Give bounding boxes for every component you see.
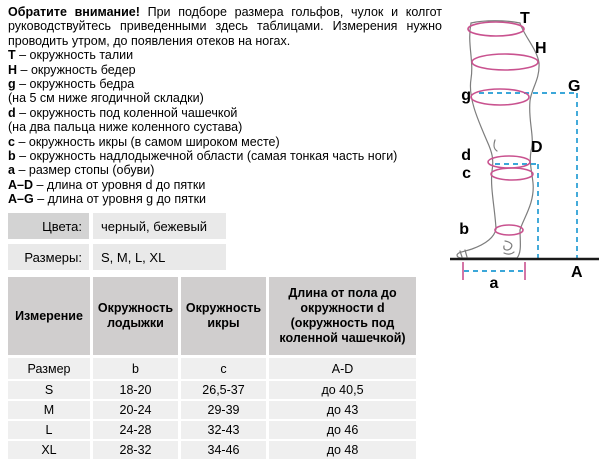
- table-data-cell: 29-39: [181, 401, 266, 419]
- legend-measure-letter: b: [8, 149, 16, 164]
- thigh-g-ellipse: [471, 89, 529, 105]
- legend-line: H – окружность бедер: [8, 62, 136, 77]
- label-d: d: [461, 147, 471, 164]
- table-row: [8, 381, 416, 399]
- table-data-cell: 18-20: [93, 381, 178, 399]
- table-row: [8, 441, 416, 459]
- attributes-table: [8, 213, 226, 270]
- legend-measure-letter: A–D: [8, 177, 34, 192]
- legend-measure-letter: d: [8, 105, 16, 120]
- table-row: [8, 358, 416, 379]
- table-data-cell: XL: [8, 441, 90, 459]
- legend-measure-letter: T: [8, 48, 16, 63]
- intro-paragraph: [8, 5, 442, 48]
- table-header-cell: Длина от пола до окружности d (окружность под коленной чашечкой): [269, 277, 416, 355]
- table-data-cell: до 40,5: [269, 381, 416, 399]
- table-data-cell: до 43: [269, 401, 416, 419]
- table-data-cell: 26,5-37: [181, 381, 266, 399]
- legend-measure-letter: c: [8, 134, 15, 149]
- leg-measurement-diagram: [445, 0, 601, 300]
- table-data-cell: 34-46: [181, 441, 266, 459]
- legend-measure-letter: a: [8, 163, 15, 178]
- text-column: [8, 5, 442, 207]
- legend-line: b – окружность надлодыжечной области (самая тонкая часть ноги): [8, 149, 398, 164]
- table-subheader-cell: c: [181, 358, 266, 379]
- intro-bold-lead: Обратите внимание!: [8, 5, 140, 19]
- label-G: G: [568, 78, 581, 95]
- label-D: D: [531, 139, 543, 156]
- table-subheader-cell: Размер: [8, 358, 90, 379]
- hips-H-ellipse: [472, 54, 538, 70]
- table-data-cell: 32-43: [181, 421, 266, 439]
- size-table: [8, 277, 416, 461]
- attribute-value: S, M, L, XL: [93, 244, 226, 270]
- legend-line: a – размер стопы (обуви): [8, 163, 155, 178]
- label-A: A: [571, 264, 583, 281]
- table-data-cell: 28-32: [93, 441, 178, 459]
- waist-T-ellipse: [468, 22, 524, 36]
- table-data-cell: S: [8, 381, 90, 399]
- legend-line: (на 5 см ниже ягодичной складки): [8, 91, 204, 106]
- legend-measure-letter: A–G: [8, 192, 34, 207]
- legend-line: c – окружность икры (в самом широком месте): [8, 134, 280, 149]
- label-b: b: [459, 221, 469, 238]
- legend-measure-letter: g: [8, 77, 16, 92]
- table-row: [8, 421, 416, 439]
- table-data-cell: до 48: [269, 441, 416, 459]
- attribute-label: Цвета:: [8, 213, 89, 239]
- table-subheader-cell: A-D: [269, 358, 416, 379]
- intro-text: При подборе размера гольфов, чулок и колгот руководствуйтесь приведенными здесь таблицами. Измерения нужно проводить утром, до появления отеков на ногах.: [8, 5, 443, 48]
- table-header-cell: Окружность лодыжки: [93, 277, 178, 355]
- legend-line: T – окружность талии: [8, 48, 134, 63]
- legend-line: g – окружность бедра: [8, 77, 135, 92]
- table-data-cell: M: [8, 401, 90, 419]
- legend-line: A–D – длина от уровня d до пятки: [8, 177, 206, 192]
- label-g: g: [461, 87, 471, 104]
- circumference-ellipses: [463, 22, 538, 280]
- label-a: a: [489, 275, 499, 292]
- knee-d-ellipse: [488, 156, 530, 168]
- attribute-value: черный, бежевый: [93, 213, 226, 239]
- table-data-cell: 24-28: [93, 421, 178, 439]
- attribute-label: Размеры:: [8, 244, 89, 270]
- legend-line: (на два пальца ниже коленного сустава): [8, 120, 243, 135]
- table-header-cell: Окружность икры: [181, 277, 266, 355]
- table-data-cell: L: [8, 421, 90, 439]
- legend-measure-letter: H: [8, 62, 18, 77]
- legend: [8, 48, 442, 206]
- label-H: H: [535, 40, 547, 57]
- table-data-cell: до 46: [269, 421, 416, 439]
- calf-c-ellipse: [491, 168, 533, 180]
- label-c: c: [462, 165, 471, 182]
- table-data-cell: 20-24: [93, 401, 178, 419]
- table-header-cell: Измерение: [8, 277, 90, 355]
- label-T: T: [520, 10, 530, 27]
- table-row: [8, 401, 416, 419]
- legend-line: d – окружность под коленной чашечкой: [8, 105, 238, 120]
- legend-line: A–G – длина от уровня g до пятки: [8, 192, 207, 207]
- ankle-b-ellipse: [495, 225, 523, 235]
- table-subheader-cell: b: [93, 358, 178, 379]
- table-row: [8, 277, 416, 355]
